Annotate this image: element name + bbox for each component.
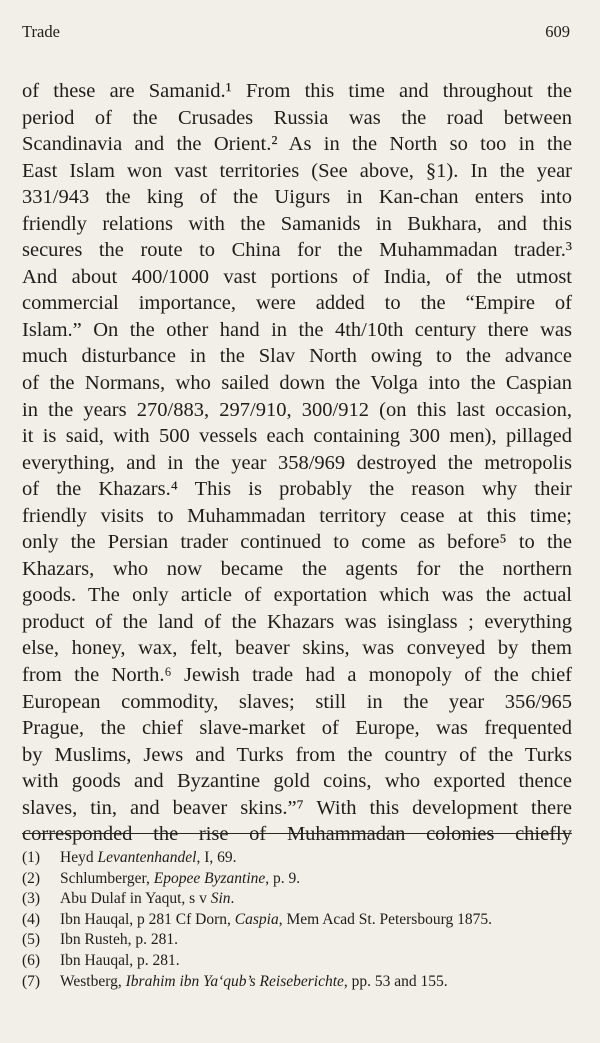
text-line: from the North.⁶ Jewish trade had a monopoly of the chief [22,664,572,687]
footnote [22,889,582,910]
footnote [22,930,582,951]
text-line: everything, and in the year 358/969 destroyed the metropolis [22,451,572,474]
footnote-title: Caspia [234,910,279,928]
text-line: 331/943 the king of the Uigurs in Kan-chan enters into [22,186,572,209]
text-line: European commodity, slaves; still in the year 356/965 [22,690,572,713]
text-line: only the Persian trader continued to come as before⁵ to the [22,531,572,554]
footnote-text: , p. 9. [265,869,301,887]
footnote [22,951,582,972]
text-line: it is said, with 500 vessels each containing 300 men), pillaged [22,425,572,448]
running-head-title: Trade [22,22,60,41]
footnote-rule [22,833,572,834]
text-line: of the Khazars.⁴ This is probably the reason why their [22,478,572,501]
footnote-text: Westberg, [60,972,126,990]
text-line: much disturbance in the Slav North owing to the advance [22,345,572,368]
text-line: East Islam won vast territories (See above, §1). In the year [22,159,572,182]
text-line: corresponded the rise of Muhammadan colonies chiefly [22,823,572,846]
footnote-number: (7) [22,972,41,990]
text-line: product of the land of the Khazars was isinglass ; everything [22,610,572,633]
footnote-title: Ibrahim ibn Ya‘qub’s Reiseberichte [125,972,344,990]
footnote-text: Abu Dulaf in Yaqut, s v [60,890,211,908]
text-line: with goods and Byzantine gold coins, who exported thence [22,770,572,793]
footnote [22,910,582,931]
text-line: Khazars, who now became the agents for the northern [22,557,572,580]
body-text [22,78,572,848]
footnote-number: (5) [22,931,41,949]
footnote-number: (1) [22,849,41,866]
footnote-text: Schlumberger, [60,869,154,887]
footnote-text: , Mem Acad St. Petersbourg 1875. [278,910,492,928]
footnote-title: Sin [210,890,231,908]
footnote [22,972,582,993]
footnote-number: (6) [22,951,41,969]
text-line: else, honey, wax, felt, beaver skins, was conveyed by them [22,637,572,660]
text-line: friendly visits to Muhammadan territory cease at this time; [22,504,572,527]
text-line: of the Normans, who sailed down the Volga into the Caspian [22,372,572,395]
footnote-number: (2) [22,869,41,887]
text-line: slaves, tin, and beaver skins.”⁷ With this development there [22,796,572,819]
footnote-text: Ibn Hauqal, p 281 Cf Dorn, [60,910,235,928]
text-line: friendly relations with the Samanids in Bukhara, and this [22,212,572,235]
text-line: commercial importance, were added to the “Empire of [22,292,572,315]
footnote-text: , I, 69. [196,849,237,866]
text-line: in the years 270/883, 297/910, 300/912 (on this last occasion, [22,398,572,421]
footnote-number: (3) [22,890,41,908]
footnote-text: , pp. 53 and 155. [343,972,448,990]
text-line: Scandinavia and the Orient.² As in the North so too in the [22,133,572,156]
footnote-title: Levantenhandel [97,849,197,866]
text-line: And about 400/1000 vast portions of India, of the utmost [22,265,572,288]
text-line: by Muslims, Jews and Turks from the country of the Turks [22,743,572,766]
footnote-text: Heyd [60,849,98,866]
footnote-text: Ibn Rusteh, p. 281. [60,931,178,949]
text-line: secures the route to China for the Muhammadan trader.³ [22,239,572,262]
footnote [22,869,582,890]
text-line: goods. The only article of exportation which was the actual [22,584,572,607]
footnotes [22,848,582,992]
text-line: period of the Crusades Russia was the road between [22,106,572,129]
footnote [22,848,582,869]
footnote-number: (4) [22,910,41,928]
footnote-text: Ibn Hauqal, p. 281. [60,951,180,969]
page-number: 609 [545,22,570,41]
footnote-text: . [230,890,235,908]
text-line: Prague, the chief slave-market of Europe, was frequented [22,717,572,740]
footnote-title: Epopee Byzantine [153,869,266,887]
text-line: Islam.” On the other hand in the 4th/10th century there was [22,318,572,341]
text-line: of these are Samanid.¹ From this time and throughout the [22,80,572,102]
